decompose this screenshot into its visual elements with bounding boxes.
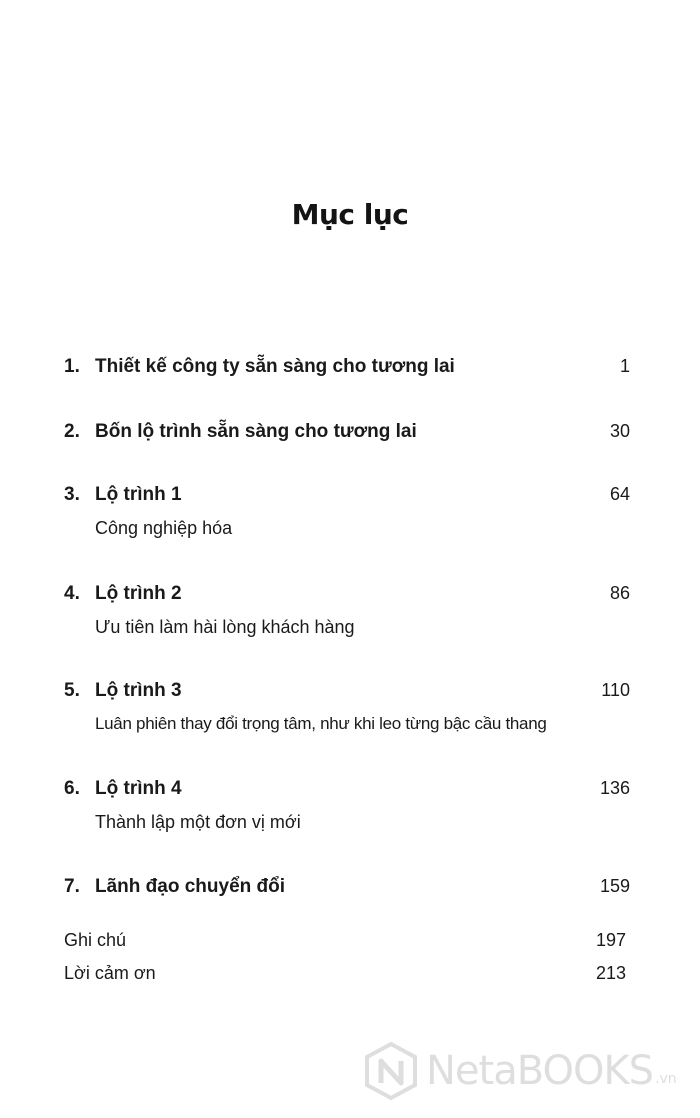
back-matter-title: Lời cảm ơn bbox=[64, 963, 156, 983]
entry-subtitle: Luân phiên thay đổi trọng tâm, như khi leo từng bậc cầu thang bbox=[95, 714, 547, 733]
back-matter-page: 197 bbox=[595, 930, 626, 950]
watermark bbox=[364, 1040, 684, 1102]
entry-subtitle: Công nghiệp hóa bbox=[95, 518, 233, 538]
entry-number: 7. bbox=[64, 876, 80, 897]
back-matter-title: Ghi chú bbox=[64, 930, 127, 950]
entry-subtitle: Thành lập một đơn vị mới bbox=[95, 812, 301, 832]
toc-entry-4[interactable] bbox=[64, 583, 630, 638]
entry-title: Lộ trình 2 bbox=[95, 583, 182, 604]
entry-title: Lộ trình 1 bbox=[95, 484, 182, 505]
page-title: Mục lục bbox=[291, 198, 409, 231]
watermark-suffix: .vn bbox=[655, 1071, 677, 1087]
entry-number: 2. bbox=[64, 421, 80, 442]
entry-page: 64 bbox=[609, 484, 630, 504]
entry-page: 159 bbox=[599, 876, 630, 896]
entry-number: 5. bbox=[64, 680, 80, 701]
watermark-text: NetaBOOKS bbox=[426, 1048, 654, 1094]
toc-entry-2[interactable] bbox=[64, 421, 630, 443]
entry-page: 30 bbox=[609, 421, 630, 441]
entry-page: 136 bbox=[599, 778, 630, 798]
entry-page: 1 bbox=[619, 356, 630, 376]
entry-title: Lộ trình 4 bbox=[95, 778, 182, 799]
entry-number: 4. bbox=[64, 583, 80, 604]
netabooks-logo-icon bbox=[364, 1041, 418, 1101]
entry-number: 3. bbox=[64, 484, 80, 505]
entry-page: 86 bbox=[609, 583, 630, 603]
entry-title: Thiết kế công ty sẵn sàng cho tương lai bbox=[95, 356, 455, 377]
back-matter-acknowledgements[interactable] bbox=[64, 963, 626, 984]
back-matter-page: 213 bbox=[595, 963, 626, 983]
entry-title: Lãnh đạo chuyển đổi bbox=[95, 876, 286, 897]
entry-title: Bốn lộ trình sẵn sàng cho tương lai bbox=[95, 421, 417, 442]
entry-number: 1. bbox=[64, 356, 80, 377]
toc-entry-7[interactable] bbox=[64, 876, 630, 898]
toc-entry-3[interactable] bbox=[64, 484, 630, 539]
entry-title: Lộ trình 3 bbox=[95, 680, 182, 701]
entry-subtitle: Ưu tiên làm hài lòng khách hàng bbox=[95, 617, 355, 637]
back-matter-notes[interactable] bbox=[64, 930, 626, 951]
entry-page: 110 bbox=[601, 680, 630, 700]
toc-entry-5[interactable] bbox=[64, 680, 630, 734]
toc-entry-6[interactable] bbox=[64, 778, 630, 833]
entry-number: 6. bbox=[64, 778, 80, 799]
toc-entry-1[interactable] bbox=[64, 356, 630, 378]
